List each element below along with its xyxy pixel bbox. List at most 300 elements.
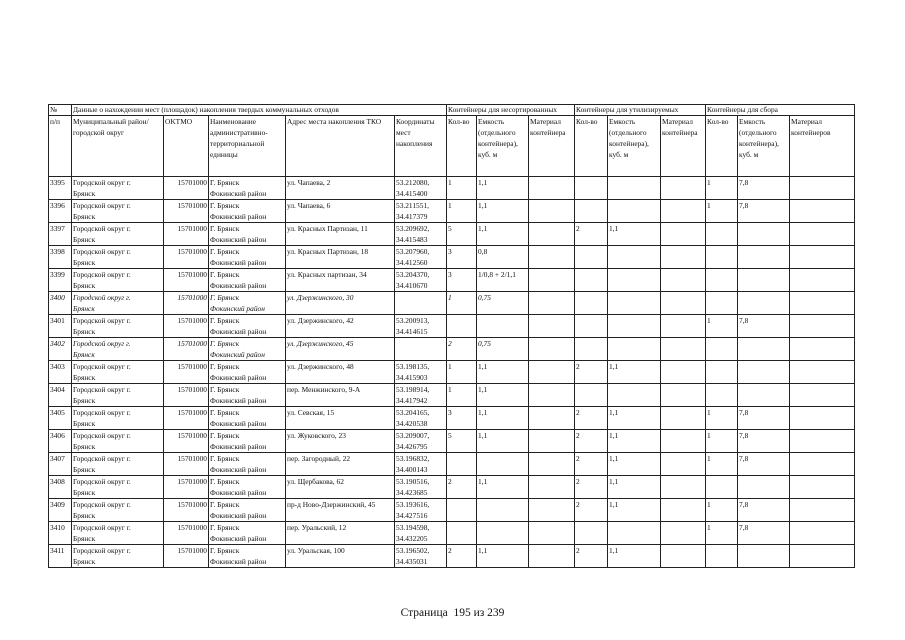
cell-admin-unit <box>209 338 286 361</box>
cell-admin-unit <box>209 200 286 223</box>
cell-capacity-unsorted <box>477 430 529 453</box>
cell-admin-unit-line: Г. Брянск <box>210 247 240 256</box>
cell-coordinates-line: 34.415903 <box>396 373 428 382</box>
header-material-collect: Материал контейнеров <box>790 116 855 177</box>
cell-material-recycle <box>661 338 706 361</box>
cell-material-collect <box>790 407 855 430</box>
cell-admin-unit-line: Фокинский район <box>210 258 267 267</box>
cell-municipality-line: Городской округ г. <box>73 316 131 325</box>
cell-capacity-unsorted <box>477 315 529 338</box>
cell-capacity-unsorted <box>477 407 529 430</box>
cell-address-line: ул. Дзержинского, 30 <box>287 293 354 302</box>
cell-admin-unit <box>209 476 286 499</box>
cell-capacity-recycle <box>608 384 661 407</box>
cell-qty-recycle <box>575 246 608 269</box>
cell-municipality-line: Брянск <box>73 212 96 221</box>
cell-municipality <box>72 545 164 568</box>
cell-qty-unsorted <box>447 361 477 384</box>
cell-oktmo-line: 15701000 <box>177 339 207 348</box>
cell-municipality-line: Городской округ г. <box>73 477 131 486</box>
cell-capacity-recycle <box>608 269 661 292</box>
cell-address <box>286 338 395 361</box>
cell-coordinates-line: 53.209007, <box>396 431 430 440</box>
cell-municipality-line: Городской округ г. <box>73 408 131 417</box>
cell-material-unsorted <box>529 407 575 430</box>
cell-material-unsorted <box>529 499 575 522</box>
header-qty-unsorted: Кол-во <box>447 116 477 177</box>
cell-qty-recycle <box>575 292 608 315</box>
cell-coordinates-line: 34.415400 <box>396 189 428 198</box>
cell-qty-unsorted <box>447 407 477 430</box>
cell-municipality <box>72 430 164 453</box>
cell-capacity-unsorted-line: 1,1 <box>478 408 488 417</box>
cell-address-line: ул. Дзержинского, 45 <box>287 339 354 348</box>
header-capacity-unsorted: Емкость (отдельного контейнера), куб. м <box>477 116 529 177</box>
cell-address <box>286 292 395 315</box>
cell-capacity-recycle-line: 1,1 <box>609 431 619 440</box>
cell-qty-collect <box>706 522 738 545</box>
cell-address <box>286 315 395 338</box>
cell-municipality-line: Городской округ г. <box>73 224 131 233</box>
cell-capacity-unsorted <box>477 522 529 545</box>
cell-qty-unsorted-line: 5 <box>448 224 452 233</box>
cell-municipality-line: Брянск <box>73 465 96 474</box>
cell-address <box>286 246 395 269</box>
header-num: № <box>49 105 72 116</box>
cell-qty-recycle <box>575 361 608 384</box>
cell-municipality-line: Брянск <box>73 327 96 336</box>
cell-oktmo <box>164 545 209 568</box>
cell-material-collect <box>790 177 855 200</box>
cell-capacity-recycle <box>608 522 661 545</box>
cell-admin-unit <box>209 361 286 384</box>
cell-material-unsorted <box>529 292 575 315</box>
cell-admin-unit-line: Фокинский район <box>210 189 267 198</box>
cell-qty-collect <box>706 315 738 338</box>
footer-of: из <box>473 607 485 619</box>
cell-material-collect <box>790 430 855 453</box>
cell-coordinates <box>395 177 447 200</box>
cell-capacity-recycle <box>608 223 661 246</box>
cell-municipality-line: Городской округ г. <box>73 431 131 440</box>
cell-admin-unit-line: Г. Брянск <box>210 339 240 348</box>
cell-capacity-recycle-line: 1,1 <box>609 362 619 371</box>
cell-capacity-unsorted <box>477 246 529 269</box>
cell-material-unsorted <box>529 315 575 338</box>
cell-oktmo <box>164 292 209 315</box>
cell-coordinates-line: 53.196502, <box>396 546 430 555</box>
cell-qty-collect-line: 1 <box>707 431 711 440</box>
cell-oktmo-line: 15701000 <box>177 178 207 187</box>
cell-qty-collect <box>706 269 738 292</box>
cell-address-line: ул. Чапаева, 6 <box>287 201 331 210</box>
cell-admin-unit <box>209 407 286 430</box>
cell-coordinates-line: 53.200913, <box>396 316 430 325</box>
cell-coordinates-line: 34.415483 <box>396 235 428 244</box>
cell-qty-collect <box>706 384 738 407</box>
cell-number <box>49 545 72 568</box>
cell-coordinates <box>395 545 447 568</box>
cell-admin-unit-line: Фокинский район <box>210 281 267 290</box>
cell-admin-unit-line: Г. Брянск <box>210 454 240 463</box>
cell-material-recycle <box>661 177 706 200</box>
header-group-recycle: Контейнеры для утилизируемых <box>575 105 706 116</box>
cell-qty-recycle <box>575 522 608 545</box>
cell-address <box>286 384 395 407</box>
cell-qty-recycle <box>575 384 608 407</box>
cell-admin-unit <box>209 545 286 568</box>
cell-capacity-recycle <box>608 200 661 223</box>
cell-address <box>286 269 395 292</box>
cell-coordinates-line: 53.194598, <box>396 523 430 532</box>
cell-municipality <box>72 177 164 200</box>
cell-capacity-collect-line: 7,8 <box>739 523 749 532</box>
cell-coordinates <box>395 499 447 522</box>
cell-coordinates <box>395 338 447 361</box>
cell-oktmo-line: 15701000 <box>177 316 207 325</box>
cell-capacity-unsorted <box>477 499 529 522</box>
cell-qty-recycle-line: 2 <box>576 454 580 463</box>
cell-address-line: ул. Красных партизан, 34 <box>287 270 367 279</box>
cell-qty-collect-line: 1 <box>707 316 711 325</box>
cell-admin-unit-line: Фокинский район <box>210 350 265 359</box>
cell-capacity-collect <box>738 430 790 453</box>
cell-qty-unsorted <box>447 246 477 269</box>
cell-capacity-unsorted <box>477 338 529 361</box>
cell-qty-collect <box>706 292 738 315</box>
cell-admin-unit-line: Фокинский район <box>210 212 267 221</box>
cell-coordinates-line: 53.193616, <box>396 500 430 509</box>
header-qty-recycle: Кол-во <box>575 116 608 177</box>
cell-qty-unsorted <box>447 384 477 407</box>
cell-capacity-collect <box>738 476 790 499</box>
table-row <box>49 361 855 384</box>
cell-material-recycle <box>661 269 706 292</box>
cell-qty-collect-line: 1 <box>707 500 711 509</box>
cell-coordinates <box>395 200 447 223</box>
cell-qty-collect <box>706 200 738 223</box>
cell-material-recycle <box>661 522 706 545</box>
cell-coordinates <box>395 246 447 269</box>
cell-address-line: ул. Красных Партизан, 18 <box>287 247 369 256</box>
cell-material-unsorted <box>529 545 575 568</box>
cell-material-unsorted <box>529 430 575 453</box>
cell-admin-unit <box>209 292 286 315</box>
cell-material-collect <box>790 522 855 545</box>
cell-qty-recycle-line: 2 <box>576 408 580 417</box>
cell-oktmo <box>164 476 209 499</box>
header-municipality: Муниципальный район/городской округ <box>72 116 164 177</box>
cell-admin-unit <box>209 269 286 292</box>
cell-address <box>286 499 395 522</box>
cell-material-collect <box>790 453 855 476</box>
cell-capacity-recycle <box>608 430 661 453</box>
table-row <box>49 476 855 499</box>
cell-number-line: 3401 <box>50 316 65 325</box>
cell-material-unsorted <box>529 269 575 292</box>
cell-coordinates-line: 53.196832, <box>396 454 430 463</box>
cell-number <box>49 430 72 453</box>
cell-capacity-collect <box>738 453 790 476</box>
cell-capacity-unsorted-line: 1,1 <box>478 224 488 233</box>
cell-admin-unit-line: Г. Брянск <box>210 362 240 371</box>
table-row <box>49 430 855 453</box>
cell-oktmo <box>164 177 209 200</box>
cell-qty-unsorted <box>447 200 477 223</box>
cell-capacity-unsorted <box>477 223 529 246</box>
cell-material-recycle <box>661 200 706 223</box>
cell-material-recycle <box>661 545 706 568</box>
cell-capacity-collect <box>738 499 790 522</box>
cell-address-line: пер. Уральский, 12 <box>287 523 347 532</box>
cell-material-collect <box>790 269 855 292</box>
cell-municipality-line: Городской округ г. <box>73 362 131 371</box>
cell-municipality <box>72 269 164 292</box>
header-material-recycle: Материал контейнера <box>661 116 706 177</box>
cell-admin-unit-line: Фокинский район <box>210 419 267 428</box>
cell-oktmo <box>164 223 209 246</box>
cell-number-line: 3411 <box>50 546 65 555</box>
cell-material-recycle <box>661 223 706 246</box>
cell-capacity-recycle-line: 1,1 <box>609 477 619 486</box>
cell-address <box>286 453 395 476</box>
cell-admin-unit-line: Фокинский район <box>210 327 267 336</box>
cell-capacity-unsorted <box>477 177 529 200</box>
cell-number-line: 3407 <box>50 454 65 463</box>
cell-qty-recycle-line: 2 <box>576 500 580 509</box>
cell-address-line: ул. Красных Партизан, 11 <box>287 224 368 233</box>
cell-material-unsorted <box>529 361 575 384</box>
cell-number-line: 3406 <box>50 431 65 440</box>
cell-oktmo <box>164 499 209 522</box>
cell-admin-unit-line: Г. Брянск <box>210 500 240 509</box>
cell-qty-unsorted-line: 2 <box>448 339 452 348</box>
cell-admin-unit-line: Фокинский район <box>210 442 267 451</box>
cell-qty-unsorted <box>447 453 477 476</box>
cell-address <box>286 177 395 200</box>
cell-admin-unit-line: Г. Брянск <box>210 178 240 187</box>
cell-qty-unsorted <box>447 476 477 499</box>
table-row <box>49 177 855 200</box>
cell-qty-collect-line: 1 <box>707 454 711 463</box>
cell-admin-unit-line: Фокинский район <box>210 465 267 474</box>
cell-number <box>49 315 72 338</box>
cell-capacity-unsorted-line: 0,75 <box>478 339 491 348</box>
cell-municipality-line: Городской округ г. <box>73 293 131 302</box>
cell-admin-unit <box>209 384 286 407</box>
cell-capacity-unsorted <box>477 361 529 384</box>
cell-qty-collect <box>706 177 738 200</box>
cell-number <box>49 453 72 476</box>
cell-capacity-unsorted-line: 1,1 <box>478 431 488 440</box>
cell-address <box>286 407 395 430</box>
table-row <box>49 545 855 568</box>
cell-qty-unsorted-line: 2 <box>448 477 452 486</box>
cell-address-line: ул. Дзержинского, 42 <box>287 316 354 325</box>
cell-qty-unsorted-line: 3 <box>448 247 452 256</box>
cell-capacity-collect-line: 7,8 <box>739 500 749 509</box>
cell-address-line: пер. Загородный, 22 <box>287 454 351 463</box>
cell-capacity-collect-line: 7,8 <box>739 431 749 440</box>
cell-qty-recycle-line: 2 <box>576 477 580 486</box>
cell-municipality-line: Брянск <box>73 373 96 382</box>
cell-capacity-collect <box>738 338 790 361</box>
cell-capacity-recycle-line: 1,1 <box>609 546 619 555</box>
cell-qty-recycle-line: 2 <box>576 546 580 555</box>
cell-municipality <box>72 246 164 269</box>
cell-oktmo-line: 15701000 <box>177 362 207 371</box>
cell-coordinates-line: 53.204165, <box>396 408 430 417</box>
cell-material-recycle <box>661 476 706 499</box>
cell-material-collect <box>790 315 855 338</box>
cell-oktmo-line: 15701000 <box>177 408 207 417</box>
cell-qty-collect <box>706 453 738 476</box>
cell-material-collect <box>790 223 855 246</box>
cell-coordinates-line: 53.198135, <box>396 362 430 371</box>
cell-qty-recycle-line: 2 <box>576 431 580 440</box>
cell-municipality-line: Брянск <box>73 235 96 244</box>
cell-qty-unsorted-line: 1 <box>448 201 452 210</box>
cell-number <box>49 522 72 545</box>
cell-material-unsorted <box>529 453 575 476</box>
cell-qty-unsorted-line: 1 <box>448 293 452 302</box>
cell-capacity-recycle <box>608 499 661 522</box>
cell-capacity-unsorted-line: 1,1 <box>478 201 488 210</box>
cell-admin-unit-line: Г. Брянск <box>210 523 240 532</box>
cell-municipality-line: Брянск <box>73 281 96 290</box>
cell-oktmo-line: 15701000 <box>177 224 207 233</box>
cell-capacity-recycle <box>608 292 661 315</box>
cell-qty-recycle <box>575 338 608 361</box>
cell-coordinates-line: 34.410670 <box>396 281 428 290</box>
cell-admin-unit-line: Фокинский район <box>210 373 267 382</box>
table-row <box>49 246 855 269</box>
header-coordinates: Координаты мест накопления <box>395 116 447 177</box>
cell-oktmo-line: 15701000 <box>177 201 207 210</box>
cell-qty-unsorted <box>447 269 477 292</box>
cell-admin-unit-line: Г. Брянск <box>210 408 240 417</box>
cell-material-collect <box>790 476 855 499</box>
cell-admin-unit-line: Фокинский район <box>210 235 267 244</box>
cell-material-unsorted <box>529 177 575 200</box>
cell-material-unsorted <box>529 384 575 407</box>
cell-municipality-line: Брянск <box>73 511 96 520</box>
cell-qty-recycle <box>575 223 608 246</box>
cell-material-collect <box>790 292 855 315</box>
table-row <box>49 223 855 246</box>
cell-capacity-recycle <box>608 545 661 568</box>
cell-qty-recycle <box>575 453 608 476</box>
cell-capacity-collect <box>738 292 790 315</box>
cell-material-unsorted <box>529 476 575 499</box>
cell-qty-recycle <box>575 315 608 338</box>
cell-municipality-line: Городской округ г. <box>73 454 131 463</box>
cell-capacity-unsorted-line: 0,75 <box>478 293 491 302</box>
cell-capacity-collect <box>738 522 790 545</box>
cell-qty-unsorted-line: 1 <box>448 178 452 187</box>
cell-municipality-line: Брянск <box>73 304 95 313</box>
cell-capacity-recycle <box>608 246 661 269</box>
cell-qty-unsorted <box>447 499 477 522</box>
cell-oktmo-line: 15701000 <box>177 546 207 555</box>
cell-coordinates-line: 53.209692, <box>396 224 430 233</box>
table-body <box>49 177 855 568</box>
cell-municipality <box>72 453 164 476</box>
table-row <box>49 200 855 223</box>
cell-municipality-line: Городской округ г. <box>73 546 131 555</box>
cell-coordinates <box>395 269 447 292</box>
cell-municipality <box>72 499 164 522</box>
cell-material-collect <box>790 499 855 522</box>
cell-capacity-collect <box>738 200 790 223</box>
cell-address <box>286 200 395 223</box>
cell-qty-unsorted <box>447 545 477 568</box>
cell-capacity-collect-line: 7,8 <box>739 316 749 325</box>
table-row <box>49 315 855 338</box>
cell-capacity-unsorted <box>477 269 529 292</box>
cell-oktmo <box>164 200 209 223</box>
cell-admin-unit-line: Г. Брянск <box>210 224 240 233</box>
cell-coordinates-line: 34.423685 <box>396 488 428 497</box>
cell-municipality-line: Городской округ г. <box>73 247 131 256</box>
cell-admin-unit <box>209 499 286 522</box>
cell-coordinates-line: 34.400143 <box>396 465 428 474</box>
table-row <box>49 292 855 315</box>
cell-number <box>49 246 72 269</box>
cell-capacity-collect-line: 7,8 <box>739 178 749 187</box>
cell-address-line: ул. Севская, 15 <box>287 408 335 417</box>
cell-address <box>286 361 395 384</box>
cell-qty-unsorted-line: 5 <box>448 431 452 440</box>
cell-number-line: 3410 <box>50 523 65 532</box>
cell-number <box>49 407 72 430</box>
footer-label: Страница <box>400 607 448 619</box>
cell-qty-unsorted <box>447 177 477 200</box>
cell-capacity-collect <box>738 223 790 246</box>
header-capacity-recycle: Емкость (отдельного контейнера), куб. м <box>608 116 661 177</box>
cell-qty-collect-line: 1 <box>707 408 711 417</box>
cell-qty-unsorted <box>447 315 477 338</box>
cell-material-recycle <box>661 430 706 453</box>
cell-capacity-collect-line: 7,8 <box>739 454 749 463</box>
cell-qty-unsorted <box>447 223 477 246</box>
cell-municipality <box>72 292 164 315</box>
cell-coordinates <box>395 407 447 430</box>
cell-municipality-line: Городской округ г. <box>73 201 131 210</box>
cell-municipality-line: Городской округ г. <box>73 500 131 509</box>
cell-coordinates <box>395 223 447 246</box>
cell-number-line: 3408 <box>50 477 65 486</box>
cell-material-unsorted <box>529 338 575 361</box>
header-group-unsorted: Контейнеры для несортированных <box>447 105 575 116</box>
cell-address <box>286 545 395 568</box>
cell-number-line: 3399 <box>50 270 65 279</box>
cell-oktmo-line: 15701000 <box>177 385 207 394</box>
cell-material-collect <box>790 545 855 568</box>
cell-oktmo <box>164 246 209 269</box>
cell-coordinates-line: 34.417942 <box>396 396 428 405</box>
cell-oktmo-line: 15701000 <box>177 247 207 256</box>
cell-municipality <box>72 315 164 338</box>
cell-address-line: ул. Уральская, 100 <box>287 546 345 555</box>
cell-coordinates-line: 53.207960, <box>396 247 430 256</box>
cell-coordinates-line: 53.190516, <box>396 477 430 486</box>
header-num2: п/п <box>49 116 72 177</box>
cell-address-line: ул. Щербакова, 62 <box>287 477 344 486</box>
cell-coordinates-line: 53.198914, <box>396 385 430 394</box>
cell-number <box>49 177 72 200</box>
cell-oktmo-line: 15701000 <box>177 454 207 463</box>
